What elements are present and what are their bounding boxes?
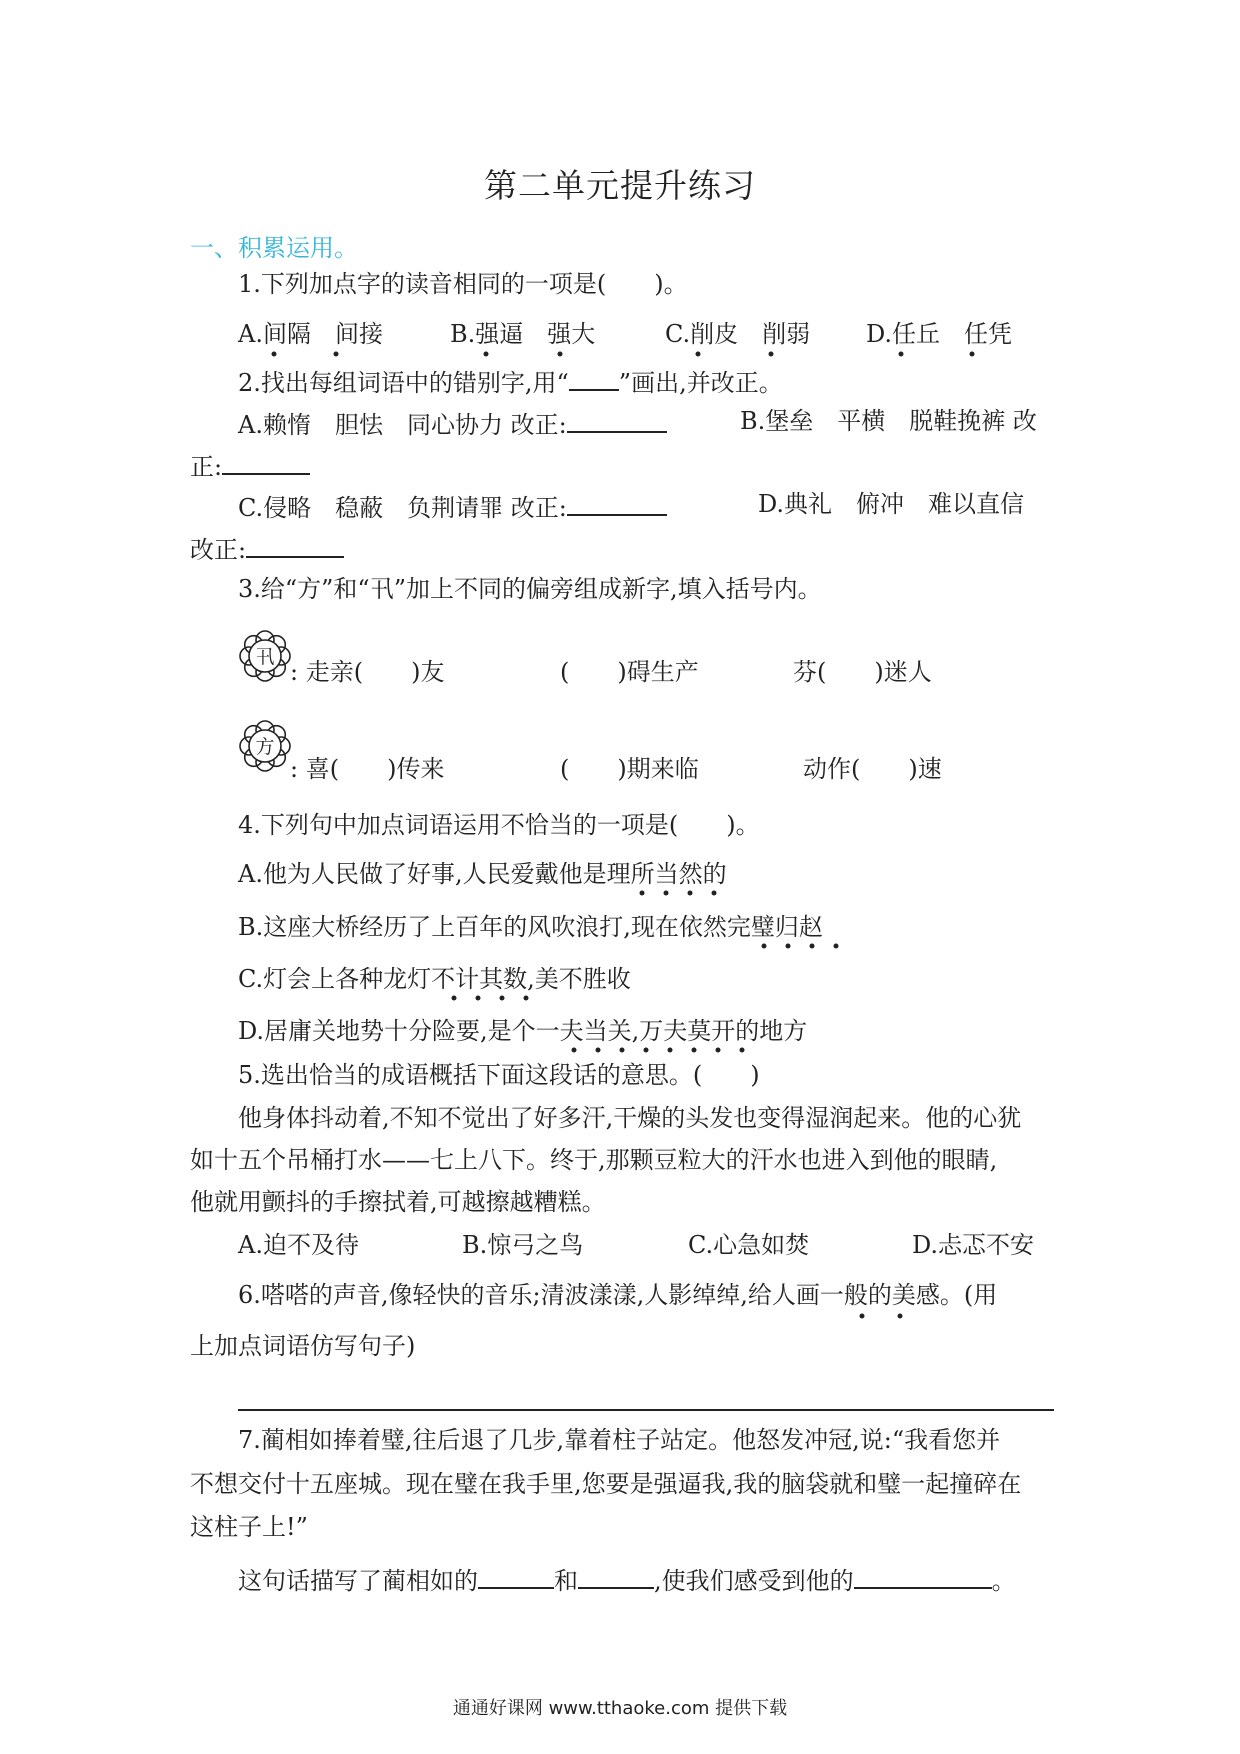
page-title: 第二单元提升练习 [484, 166, 756, 205]
question-6-line-1: 6.嗒嗒的声音,像轻快的音乐;清波漾漾,人影绰绰,给人画一般的美感。(用 [238, 1281, 998, 1309]
q6-answer-line[interactable] [238, 1409, 1054, 1411]
q1-option-a: A.间隔 间接 [238, 320, 383, 348]
section-heading: 一、积累运用。 [190, 234, 358, 262]
q7-blank-1[interactable] [478, 1565, 554, 1589]
question-7-fill-sentence [238, 1565, 1016, 1593]
q7-blank-3[interactable] [854, 1565, 992, 1589]
q5-passage-line-1: 他身体抖动着,不知不觉出了好多汗,干燥的头发也变得湿润起来。他的心犹 [238, 1104, 1022, 1132]
q7-fill-pre: 这句话描写了蔺相如的 [238, 1567, 478, 1595]
q2-option-c-text: C.侵略 稳蔽 负荆请罪 改正: [238, 494, 567, 522]
q5-passage-line-3: 他就用颤抖的手擦拭着,可越擦越糟糕。 [190, 1188, 606, 1216]
q3-row2-item-3: 动作( )速 [803, 755, 942, 783]
q2-stem-text-end: ”画出,并改正。 [618, 369, 783, 397]
q4-option-b: B.这座大桥经历了上百年的风吹浪打,现在依然完璧归赵 [238, 913, 823, 941]
flower-char-1: 卂 [255, 646, 275, 668]
flower-char-2: 方 [255, 736, 275, 758]
q2-option-d: D.典礼 俯冲 难以直信 [758, 490, 1025, 518]
q5-option-c: C.心急如焚 [688, 1231, 810, 1259]
q7-fill-end: 。 [991, 1567, 1016, 1595]
q4-option-c: C.灯会上各种龙灯不计其数,美不胜收 [238, 965, 631, 993]
q2-stem-text: 2.找出每组词语中的错别字,用“ [238, 369, 569, 397]
q2-option-b: B.堡垒 平横 脱鞋挽裤 改 [740, 407, 1037, 435]
question-4-stem: 4.下列句中加点词语运用不恰当的一项是( )。 [238, 811, 760, 839]
q3-row1-item-2: ( )碍生产 [560, 658, 699, 686]
q5-option-b: B.惊弓之鸟 [462, 1231, 584, 1259]
q7-blank-2[interactable] [578, 1565, 654, 1589]
q2-option-b-cont-text: 正: [190, 453, 223, 481]
question-7-line-1: 7.蔺相如捧着璧,往后退了几步,靠着柱子站定。他怒发冲冠,说:“我看您并 [238, 1426, 1001, 1454]
q7-fill-mid: 和 [554, 1567, 578, 1595]
q5-passage-line-2: 如十五个吊桶打水——七上八下。终于,那颗豆粒大的汗水也进入到他的眼睛, [190, 1146, 998, 1174]
q4-option-d: D.居庸关地势十分险要,是个一夫当关,万夫莫开的地方 [238, 1017, 808, 1045]
q2-option-d-cont-text: 改正: [190, 536, 247, 564]
q1-option-b: B.强逼 强大 [450, 320, 596, 348]
q3-row2-item-1: : 喜( )传来 [290, 755, 445, 783]
question-6-line-2: 上加点词语仿写句子) [190, 1332, 416, 1360]
question-1-stem: 1.下列加点字的读音相同的一项是( )。 [238, 270, 688, 298]
q2-option-a-text: A.赖惰 胆怯 同心协力 改正: [238, 411, 567, 439]
q7-fill-post: ,使我们感受到他的 [654, 1567, 854, 1595]
question-5-stem: 5.选出恰当的成语概括下面这段话的意思。( ) [238, 1061, 760, 1089]
q5-option-d: D.忐忑不安 [912, 1231, 1035, 1259]
footer-credit: 通通好课网 www.tthaoke.com 提供下载 [452, 1698, 788, 1719]
q3-row2-item-2: ( )期来临 [560, 755, 699, 783]
question-3-stem: 3.给“方”和“卂”加上不同的偏旁组成新字,填入括号内。 [238, 575, 822, 603]
question-7-line-3: 这柱子上!” [190, 1513, 308, 1541]
q3-row1-item-1: : 走亲( )友 [290, 658, 445, 686]
q1-option-d: D.任丘 任凭 [866, 320, 1013, 348]
q4-option-a: A.他为人民做了好事,人民爱戴他是理所当然的 [238, 860, 727, 888]
q1-option-c: C.削皮 削弱 [665, 320, 811, 348]
q3-row1-item-3: 芬( )迷人 [793, 658, 932, 686]
q5-option-a: A.迫不及待 [238, 1231, 359, 1259]
question-7-line-2: 不想交付十五座城。现在璧在我手里,您要是强逼我,我的脑袋就和璧一起撞碎在 [190, 1470, 1022, 1498]
